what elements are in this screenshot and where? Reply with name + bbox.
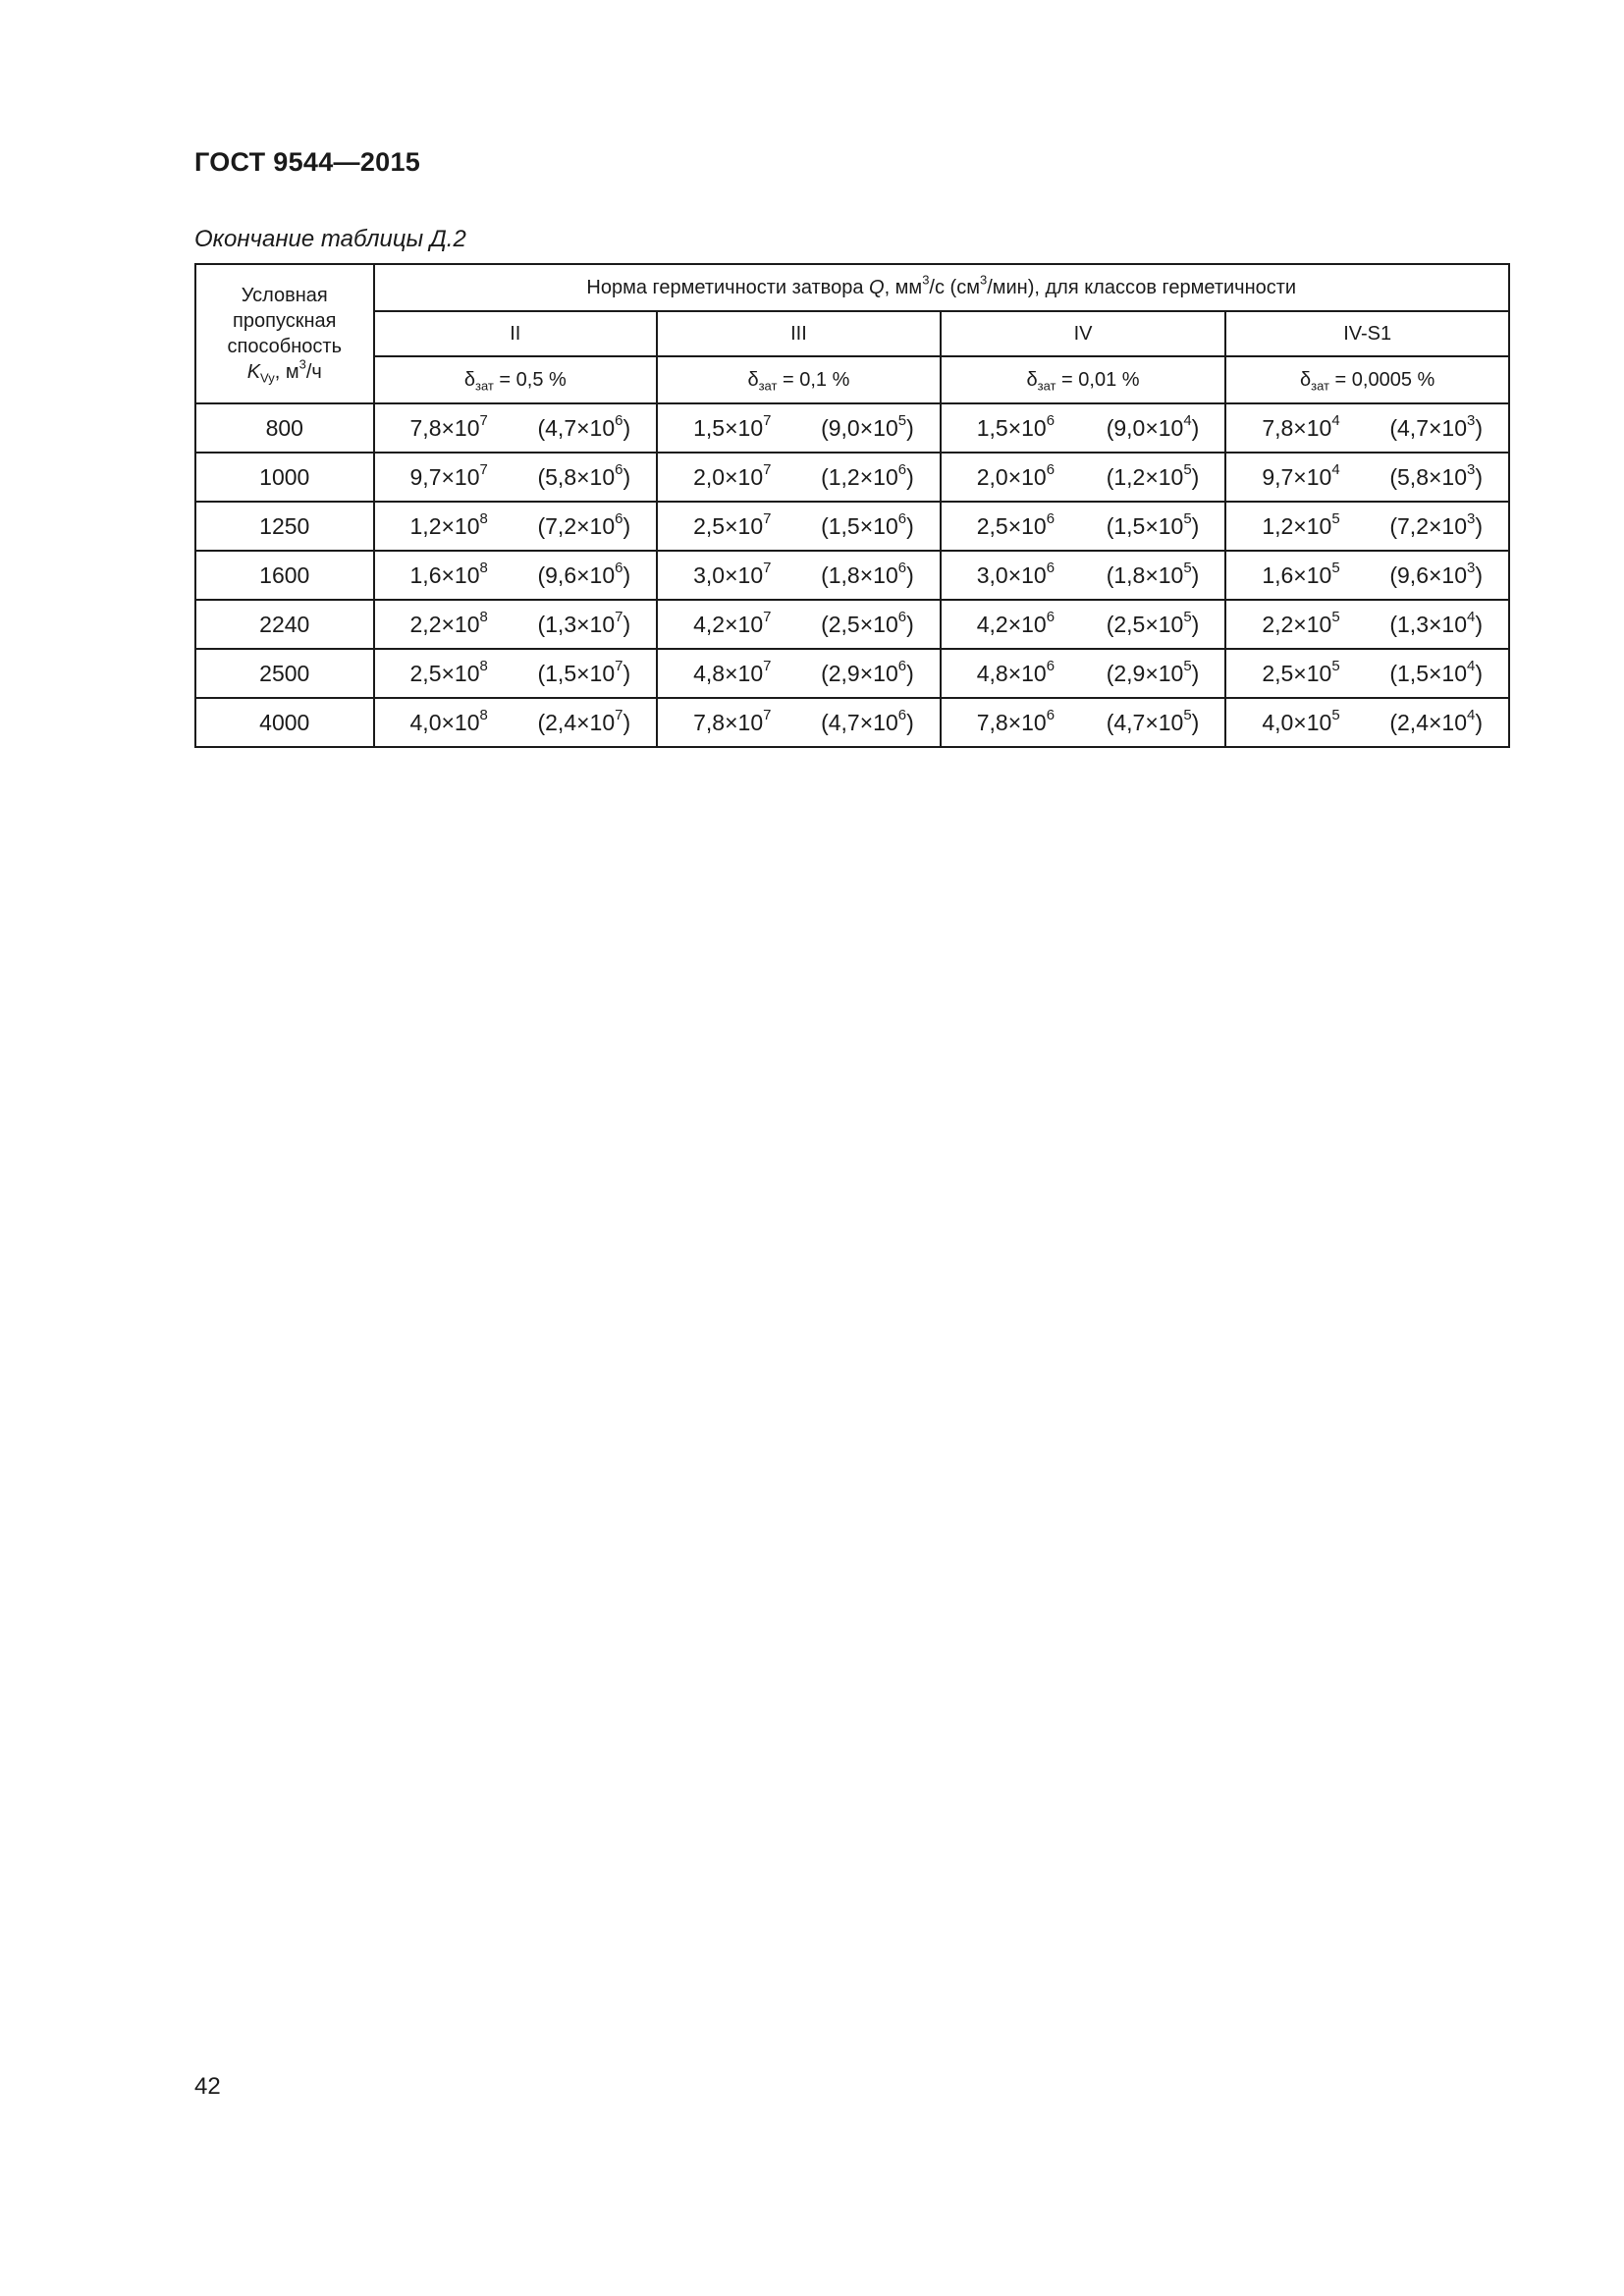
mantissa: (4,7×10	[1106, 709, 1184, 735]
value-mm3-per-s	[1262, 411, 1340, 442]
closing-paren: )	[623, 660, 631, 686]
mantissa: 2,0×10	[693, 463, 764, 490]
exponent: 4	[1467, 706, 1476, 723]
table-row	[195, 502, 1509, 551]
exponent: 7	[763, 706, 772, 723]
closing-paren: )	[1475, 561, 1483, 588]
exponent: 6	[897, 460, 907, 478]
value-mm3-per-s	[976, 559, 1056, 589]
value-mm3-per-s	[409, 657, 488, 687]
kvy-cell: 2240	[195, 600, 374, 649]
leakage-value-cell	[941, 453, 1226, 502]
table-row	[195, 551, 1509, 600]
closing-paren: )	[906, 512, 914, 539]
closing-paren: )	[906, 660, 914, 686]
exponent: 4	[1331, 460, 1340, 478]
mantissa: 9,7×10	[1262, 463, 1332, 490]
mantissa: (2,5×10	[1106, 611, 1184, 637]
closing-paren: )	[906, 414, 914, 441]
mantissa: (1,2×10	[821, 463, 898, 490]
mantissa: 1,6×10	[1262, 561, 1332, 588]
mantissa: 1,2×10	[409, 512, 480, 539]
exponent: 5	[1331, 559, 1340, 576]
value-cm3-per-min	[1389, 509, 1483, 540]
leakage-value-cell	[374, 600, 658, 649]
leakage-value-cell	[1225, 600, 1509, 649]
mantissa: (9,0×10	[1106, 414, 1184, 441]
mantissa: 3,0×10	[976, 561, 1047, 588]
mantissa: 7,8×10	[693, 709, 764, 735]
leakage-value-cell	[374, 649, 658, 698]
exponent: 5	[1331, 706, 1340, 723]
mantissa: (2,4×10	[1389, 709, 1468, 735]
exponent: 6	[897, 559, 907, 576]
exponent: 8	[479, 509, 488, 527]
mantissa: 4,0×10	[1262, 709, 1332, 735]
exponent: 4	[1331, 411, 1340, 429]
leakage-value-cell	[374, 453, 658, 502]
value-cm3-per-min	[821, 608, 914, 638]
value-mm3-per-s	[976, 460, 1056, 491]
mantissa: 2,2×10	[1262, 611, 1332, 637]
exponent: 7	[763, 657, 772, 674]
leakage-value-cell	[657, 551, 941, 600]
value-mm3-per-s	[693, 706, 772, 736]
closing-paren: )	[1475, 611, 1483, 637]
value-mm3-per-s	[1262, 657, 1340, 687]
mantissa: (9,0×10	[821, 414, 898, 441]
leakage-value-cell	[1225, 551, 1509, 600]
mantissa: (1,5×10	[1106, 512, 1184, 539]
value-mm3-per-s	[1262, 460, 1340, 491]
exponent: 7	[763, 559, 772, 576]
value-cm3-per-min	[1106, 608, 1200, 638]
leakage-value-cell	[941, 551, 1226, 600]
exponent: 6	[615, 460, 623, 478]
leakage-value-cell	[941, 600, 1226, 649]
exponent: 7	[763, 608, 772, 625]
value-cm3-per-min	[1106, 460, 1200, 491]
value-cm3-per-min	[821, 559, 914, 589]
exponent: 6	[1046, 608, 1056, 625]
value-mm3-per-s	[693, 509, 772, 540]
exponent: 5	[1183, 509, 1192, 527]
mantissa: 7,8×10	[1262, 414, 1332, 441]
closing-paren: )	[906, 463, 914, 490]
table-row	[195, 600, 1509, 649]
exponent: 5	[1183, 657, 1192, 674]
mantissa: 7,8×10	[976, 709, 1047, 735]
closing-paren: )	[623, 512, 631, 539]
delta-header: $\delta_{зат} = 0,0005$ %	[1225, 356, 1509, 403]
value-cm3-per-min	[1106, 657, 1200, 687]
mantissa: 7,8×10	[409, 414, 480, 441]
mantissa: 4,0×10	[409, 709, 480, 735]
mantissa: (2,4×10	[537, 709, 616, 735]
exponent: 4	[1467, 608, 1476, 625]
exponent: 6	[897, 509, 907, 527]
mantissa: 4,8×10	[976, 660, 1047, 686]
leakage-value-cell	[374, 502, 658, 551]
leakage-value-cell	[1225, 403, 1509, 453]
mantissa: (1,2×10	[1106, 463, 1184, 490]
mantissa: 1,5×10	[976, 414, 1047, 441]
mantissa: 2,5×10	[976, 512, 1047, 539]
mantissa: (4,7×10	[1389, 414, 1468, 441]
value-cm3-per-min	[537, 657, 631, 687]
exponent: 8	[479, 657, 488, 674]
class-header: III	[657, 311, 941, 356]
closing-paren: )	[1191, 660, 1200, 686]
leakage-value-cell	[941, 502, 1226, 551]
value-cm3-per-min	[821, 657, 914, 687]
kvy-cell: 1000	[195, 453, 374, 502]
closing-paren: )	[623, 463, 631, 490]
value-mm3-per-s	[693, 657, 772, 687]
mantissa: 2,0×10	[976, 463, 1047, 490]
mantissa: 3,0×10	[693, 561, 764, 588]
table-row	[195, 453, 1509, 502]
mantissa: 2,5×10	[1262, 660, 1332, 686]
delta-header: $\delta_{зат} = 0,1$ %	[657, 356, 941, 403]
value-mm3-per-s	[409, 460, 488, 491]
mantissa: (9,6×10	[537, 561, 616, 588]
exponent: 5	[1331, 657, 1340, 674]
value-mm3-per-s	[976, 706, 1056, 736]
value-mm3-per-s	[976, 411, 1056, 442]
closing-paren: )	[906, 561, 914, 588]
exponent: 6	[615, 411, 623, 429]
exponent: 3	[1467, 411, 1476, 429]
value-cm3-per-min	[1389, 608, 1483, 638]
leakage-rate-table	[194, 263, 1510, 748]
value-mm3-per-s	[409, 706, 488, 736]
value-mm3-per-s	[409, 559, 488, 589]
value-cm3-per-min	[1106, 559, 1200, 589]
exponent: 5	[1183, 460, 1192, 478]
exponent: 6	[1046, 657, 1056, 674]
table-row	[195, 649, 1509, 698]
value-mm3-per-s	[409, 411, 488, 442]
exponent: 5	[1183, 559, 1192, 576]
group-header: Норма герметичности затвора Q, $мм^3/с$ $(см^3/мин)$, для классов герметичности	[374, 264, 1509, 311]
closing-paren: )	[1191, 512, 1200, 539]
closing-paren: )	[1475, 660, 1483, 686]
mantissa: (5,8×10	[537, 463, 616, 490]
mantissa: 1,2×10	[1262, 512, 1332, 539]
table-caption: Окончание таблицы Д.2	[194, 226, 466, 252]
class-header: IV	[941, 311, 1226, 356]
value-cm3-per-min	[537, 706, 631, 736]
leakage-value-cell	[657, 698, 941, 747]
delta-header: $\delta_{зат} = 0,01$ %	[941, 356, 1226, 403]
value-cm3-per-min	[1389, 706, 1483, 736]
closing-paren: )	[1191, 463, 1200, 490]
value-cm3-per-min	[1389, 657, 1483, 687]
exponent: 5	[1183, 706, 1192, 723]
mantissa: (1,3×10	[537, 611, 616, 637]
leakage-value-cell	[374, 403, 658, 453]
exponent: 7	[763, 460, 772, 478]
class-header: II	[374, 311, 658, 356]
value-cm3-per-min	[537, 559, 631, 589]
leakage-value-cell	[941, 649, 1226, 698]
closing-paren: )	[1475, 512, 1483, 539]
value-cm3-per-min	[537, 608, 631, 638]
mantissa: (2,9×10	[1106, 660, 1184, 686]
mantissa: (7,2×10	[537, 512, 616, 539]
value-cm3-per-min	[1389, 460, 1483, 491]
mantissa: 2,5×10	[693, 512, 764, 539]
mantissa: 4,8×10	[693, 660, 764, 686]
exponent: 7	[763, 509, 772, 527]
mantissa: 4,2×10	[693, 611, 764, 637]
closing-paren: )	[623, 611, 631, 637]
value-cm3-per-min	[1106, 509, 1200, 540]
exponent: 8	[479, 559, 488, 576]
value-mm3-per-s	[693, 460, 772, 491]
table-row	[195, 698, 1509, 747]
value-mm3-per-s	[976, 657, 1056, 687]
mantissa: (4,7×10	[537, 414, 616, 441]
exponent: 6	[1046, 411, 1056, 429]
leakage-value-cell	[1225, 453, 1509, 502]
leakage-value-cell	[657, 600, 941, 649]
closing-paren: )	[906, 611, 914, 637]
mantissa: 2,5×10	[409, 660, 480, 686]
mantissa: 2,2×10	[409, 611, 480, 637]
kvy-cell: 1600	[195, 551, 374, 600]
mantissa: (9,6×10	[1389, 561, 1468, 588]
exponent: 5	[1331, 608, 1340, 625]
kvy-cell: 4000	[195, 698, 374, 747]
value-mm3-per-s	[409, 608, 488, 638]
document-header: ГОСТ 9544—2015	[194, 147, 421, 177]
table-body	[195, 403, 1509, 747]
kvy-cell: 1250	[195, 502, 374, 551]
closing-paren: )	[1475, 463, 1483, 490]
exponent: 6	[897, 706, 907, 723]
exponent: 7	[615, 608, 623, 625]
closing-paren: )	[623, 709, 631, 735]
exponent: 7	[763, 411, 772, 429]
exponent: 6	[615, 509, 623, 527]
value-cm3-per-min	[821, 411, 914, 442]
mantissa: (1,5×10	[821, 512, 898, 539]
stub-header: Условная пропускная способность $K_{Vy}$, $м^3/ч$	[195, 264, 374, 403]
class-name-row	[195, 311, 1509, 356]
exponent: 3	[1467, 460, 1476, 478]
mantissa: (2,9×10	[821, 660, 898, 686]
mantissa: 9,7×10	[409, 463, 480, 490]
value-cm3-per-min	[537, 460, 631, 491]
delta-header: $\delta_{зат} = 0,5$ %	[374, 356, 658, 403]
mantissa: (1,8×10	[821, 561, 898, 588]
value-mm3-per-s	[693, 411, 772, 442]
mantissa: (1,5×10	[537, 660, 616, 686]
leakage-value-cell	[374, 551, 658, 600]
exponent: 3	[1467, 559, 1476, 576]
leakage-value-cell	[657, 403, 941, 453]
exponent: 5	[897, 411, 907, 429]
value-mm3-per-s	[976, 509, 1056, 540]
exponent: 6	[1046, 460, 1056, 478]
value-cm3-per-min	[821, 460, 914, 491]
mantissa: (2,5×10	[821, 611, 898, 637]
value-cm3-per-min	[1389, 411, 1483, 442]
value-cm3-per-min	[1106, 411, 1200, 442]
value-cm3-per-min	[821, 509, 914, 540]
exponent: 6	[615, 559, 623, 576]
value-cm3-per-min	[1106, 706, 1200, 736]
closing-paren: )	[1191, 709, 1200, 735]
exponent: 6	[897, 608, 907, 625]
value-mm3-per-s	[693, 559, 772, 589]
mantissa: (5,8×10	[1389, 463, 1468, 490]
mantissa: (1,3×10	[1389, 611, 1468, 637]
mantissa: (7,2×10	[1389, 512, 1468, 539]
closing-paren: )	[1191, 414, 1200, 441]
mantissa: (1,5×10	[1389, 660, 1468, 686]
exponent: 7	[479, 460, 488, 478]
mantissa: 4,2×10	[976, 611, 1047, 637]
mantissa: (4,7×10	[821, 709, 898, 735]
value-cm3-per-min	[537, 411, 631, 442]
kvy-cell: 800	[195, 403, 374, 453]
exponent: 7	[479, 411, 488, 429]
exponent: 6	[1046, 509, 1056, 527]
value-mm3-per-s	[1262, 706, 1340, 736]
value-cm3-per-min	[821, 706, 914, 736]
exponent: 7	[615, 657, 623, 674]
kvy-cell: 2500	[195, 649, 374, 698]
leakage-value-cell	[374, 698, 658, 747]
mantissa: 1,6×10	[409, 561, 480, 588]
exponent: 7	[615, 706, 623, 723]
page-number: 42	[194, 2073, 221, 2100]
leakage-value-cell	[657, 649, 941, 698]
table-row	[195, 403, 1509, 453]
value-mm3-per-s	[409, 509, 488, 540]
delta-row	[195, 356, 1509, 403]
value-mm3-per-s	[1262, 608, 1340, 638]
exponent: 4	[1183, 411, 1192, 429]
mantissa: (1,8×10	[1106, 561, 1184, 588]
exponent: 4	[1467, 657, 1476, 674]
leakage-value-cell	[657, 453, 941, 502]
value-mm3-per-s	[1262, 509, 1340, 540]
closing-paren: )	[906, 709, 914, 735]
exponent: 5	[1331, 509, 1340, 527]
exponent: 8	[479, 608, 488, 625]
exponent: 8	[479, 706, 488, 723]
closing-paren: )	[623, 414, 631, 441]
leakage-value-cell	[941, 403, 1226, 453]
value-cm3-per-min	[1389, 559, 1483, 589]
exponent: 6	[897, 657, 907, 674]
class-header: IV-S1	[1225, 311, 1509, 356]
leakage-value-cell	[1225, 649, 1509, 698]
closing-paren: )	[623, 561, 631, 588]
exponent: 5	[1183, 608, 1192, 625]
exponent: 6	[1046, 706, 1056, 723]
value-mm3-per-s	[1262, 559, 1340, 589]
closing-paren: )	[1475, 414, 1483, 441]
closing-paren: )	[1191, 561, 1200, 588]
leakage-value-cell	[941, 698, 1226, 747]
mantissa: 1,5×10	[693, 414, 764, 441]
leakage-value-cell	[1225, 698, 1509, 747]
closing-paren: )	[1191, 611, 1200, 637]
value-mm3-per-s	[976, 608, 1056, 638]
value-cm3-per-min	[537, 509, 631, 540]
closing-paren: )	[1475, 709, 1483, 735]
leakage-value-cell	[1225, 502, 1509, 551]
exponent: 6	[1046, 559, 1056, 576]
exponent: 3	[1467, 509, 1476, 527]
value-mm3-per-s	[693, 608, 772, 638]
leakage-value-cell	[657, 502, 941, 551]
